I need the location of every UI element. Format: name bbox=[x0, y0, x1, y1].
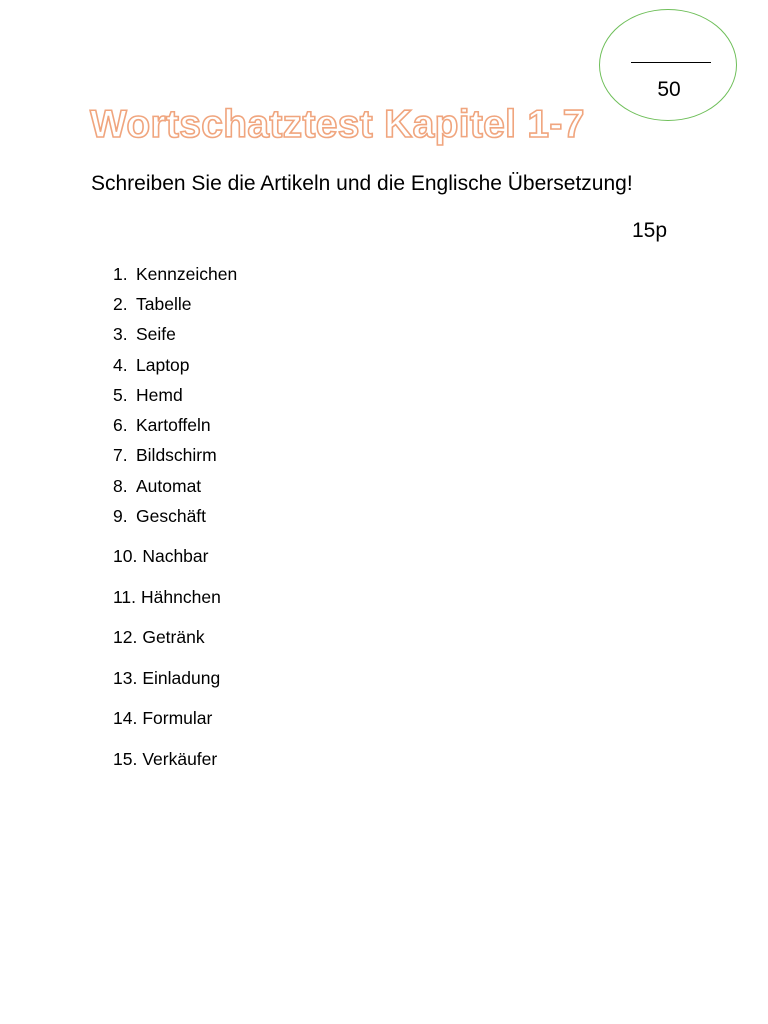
list-item-word: Tabelle bbox=[136, 294, 192, 314]
list-item bbox=[113, 413, 211, 437]
page-title: Wortschatztest Kapitel 1-7 bbox=[90, 103, 585, 146]
list-item bbox=[113, 443, 217, 467]
list-item bbox=[113, 474, 201, 498]
list-item-word: Verkäufer bbox=[142, 749, 218, 769]
list-item-word: Kartoffeln bbox=[136, 415, 211, 435]
list-item-number: 15. bbox=[113, 749, 138, 769]
list-item-word: Laptop bbox=[136, 355, 190, 375]
list-item bbox=[113, 322, 176, 346]
list-item bbox=[113, 262, 237, 286]
list-item-word: Hemd bbox=[136, 385, 183, 405]
list-item bbox=[113, 625, 205, 649]
list-item-number: 8. bbox=[113, 476, 128, 496]
list-item-word: Geschäft bbox=[136, 506, 207, 526]
list-item-word: Hähnchen bbox=[141, 587, 221, 607]
list-item-word: Einladung bbox=[142, 668, 221, 688]
list-item bbox=[113, 383, 183, 407]
list-item bbox=[113, 706, 212, 730]
list-item-word: Nachbar bbox=[142, 546, 209, 566]
list-item-word: Automat bbox=[136, 476, 202, 496]
list-item bbox=[113, 585, 221, 609]
score-max: 50 bbox=[657, 78, 681, 101]
list-item bbox=[113, 353, 190, 377]
list-item-word: Seife bbox=[136, 324, 176, 344]
list-item-number: 5. bbox=[113, 385, 128, 405]
list-item bbox=[113, 504, 206, 528]
list-item-number: 4. bbox=[113, 355, 128, 375]
score-blank-line bbox=[631, 62, 711, 63]
list-item-number: 2. bbox=[113, 294, 128, 314]
points-label: 15p bbox=[632, 219, 668, 242]
list-item-number: 6. bbox=[113, 415, 128, 435]
list-item-number: 1. bbox=[113, 264, 128, 284]
list-item-number: 10. bbox=[113, 546, 138, 566]
list-item bbox=[113, 544, 208, 568]
list-item bbox=[113, 666, 220, 690]
list-item-number: 7. bbox=[113, 445, 128, 465]
list-item-number: 14. bbox=[113, 708, 138, 728]
list-item-word: Bildschirm bbox=[136, 445, 217, 465]
list-item-number: 12. bbox=[113, 627, 138, 647]
score-circle bbox=[599, 9, 737, 121]
list-item-word: Formular bbox=[142, 708, 213, 728]
list-item-number: 3. bbox=[113, 324, 128, 344]
list-item bbox=[113, 747, 217, 771]
instruction-text: Schreiben Sie die Artikeln und die Englische Übersetzung! bbox=[91, 172, 633, 195]
list-item-word: Getränk bbox=[142, 627, 205, 647]
list-item-number: 11. bbox=[113, 587, 137, 607]
list-item-number: 9. bbox=[113, 506, 128, 526]
list-item bbox=[113, 292, 191, 316]
list-item-word: Kennzeichen bbox=[136, 264, 238, 284]
list-item-number: 13. bbox=[113, 668, 138, 688]
